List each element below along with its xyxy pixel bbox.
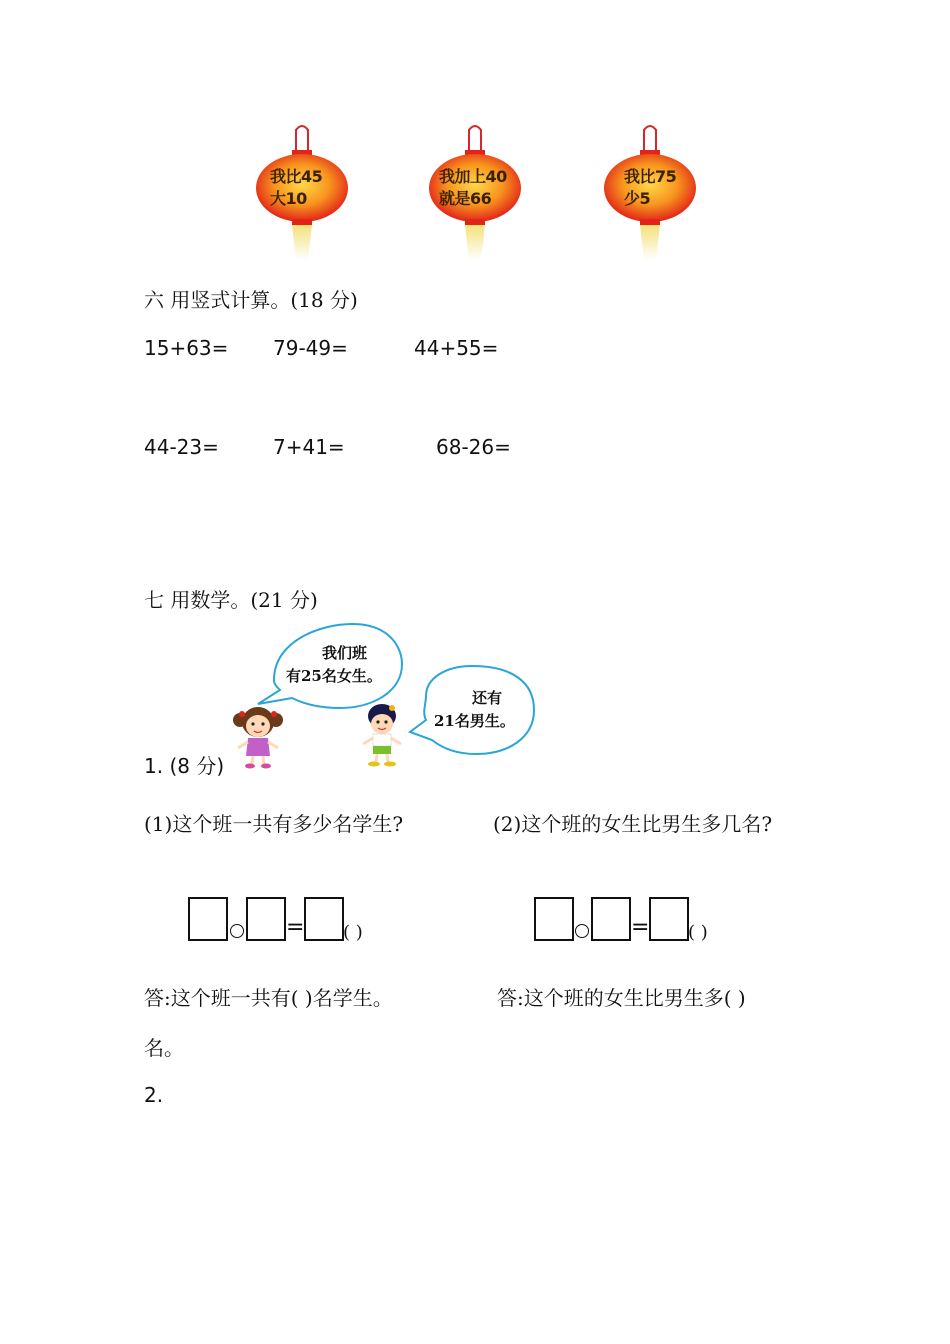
- problem-5: 7+41=: [273, 435, 345, 459]
- lantern-text-line2: 就是66: [439, 189, 492, 208]
- lantern-text-line1: 我比75: [624, 167, 677, 186]
- girl-bubble-line1: 我们班: [322, 644, 368, 662]
- operator-circle[interactable]: [230, 924, 244, 938]
- boy-bubble-line1: 还有: [472, 689, 503, 707]
- children-illustration: [222, 620, 542, 770]
- problem-2: 79-49=: [273, 336, 348, 360]
- problem-4: 44-23=: [144, 435, 219, 459]
- boy-bubble-line2: 21名男生。: [434, 712, 515, 730]
- lantern-text-line1: 我加上40: [439, 167, 507, 186]
- unit-blank[interactable]: ( ): [688, 922, 708, 943]
- girl-icon: [233, 707, 283, 769]
- lantern-1: [252, 122, 352, 262]
- lantern-text-line1: 我比45: [270, 167, 323, 186]
- answer-box[interactable]: [188, 897, 228, 941]
- section-score: (21 分): [250, 588, 318, 612]
- question-1a: (1)这个班一共有多少名学生?: [144, 812, 404, 836]
- lantern-2: [425, 122, 525, 262]
- answer-2-continued: 名。: [144, 1036, 184, 1060]
- answer-box[interactable]: [246, 897, 286, 941]
- lantern-text-line2: 大10: [270, 189, 307, 208]
- problem-6: 68-26=: [436, 435, 511, 459]
- section-7-heading: [144, 584, 318, 613]
- operator-circle[interactable]: [575, 924, 589, 938]
- section-title: 用竖式计算。: [170, 288, 291, 312]
- boy-icon: [363, 704, 401, 767]
- lantern-3: [600, 122, 700, 262]
- answer-box[interactable]: [649, 897, 689, 941]
- question-1-label: 1. (8 分): [144, 754, 225, 778]
- answer-2: 答:这个班的女生比男生多( ): [497, 986, 746, 1010]
- section-number: 六: [144, 288, 164, 312]
- girl-bubble-line2: 有25名女生。: [286, 667, 382, 685]
- lantern-text-line2: 少5: [624, 189, 651, 208]
- question-1b: (2)这个班的女生比男生多几名?: [493, 812, 773, 836]
- problem-3: 44+55=: [414, 336, 499, 360]
- answer-1: 答:这个班一共有( )名学生。: [144, 986, 393, 1010]
- section-number: 七: [144, 588, 164, 612]
- answer-box[interactable]: [591, 897, 631, 941]
- equals-sign: =: [631, 915, 650, 940]
- problem-1: 15+63=: [144, 336, 229, 360]
- equals-sign: =: [286, 915, 305, 940]
- answer-box[interactable]: [304, 897, 344, 941]
- question-2-label: 2.: [144, 1083, 164, 1107]
- section-title: 用数学。: [170, 588, 251, 612]
- answer-box[interactable]: [534, 897, 574, 941]
- section-score: (18 分): [290, 288, 358, 312]
- section-6-heading: [144, 284, 358, 313]
- unit-blank[interactable]: ( ): [343, 922, 363, 943]
